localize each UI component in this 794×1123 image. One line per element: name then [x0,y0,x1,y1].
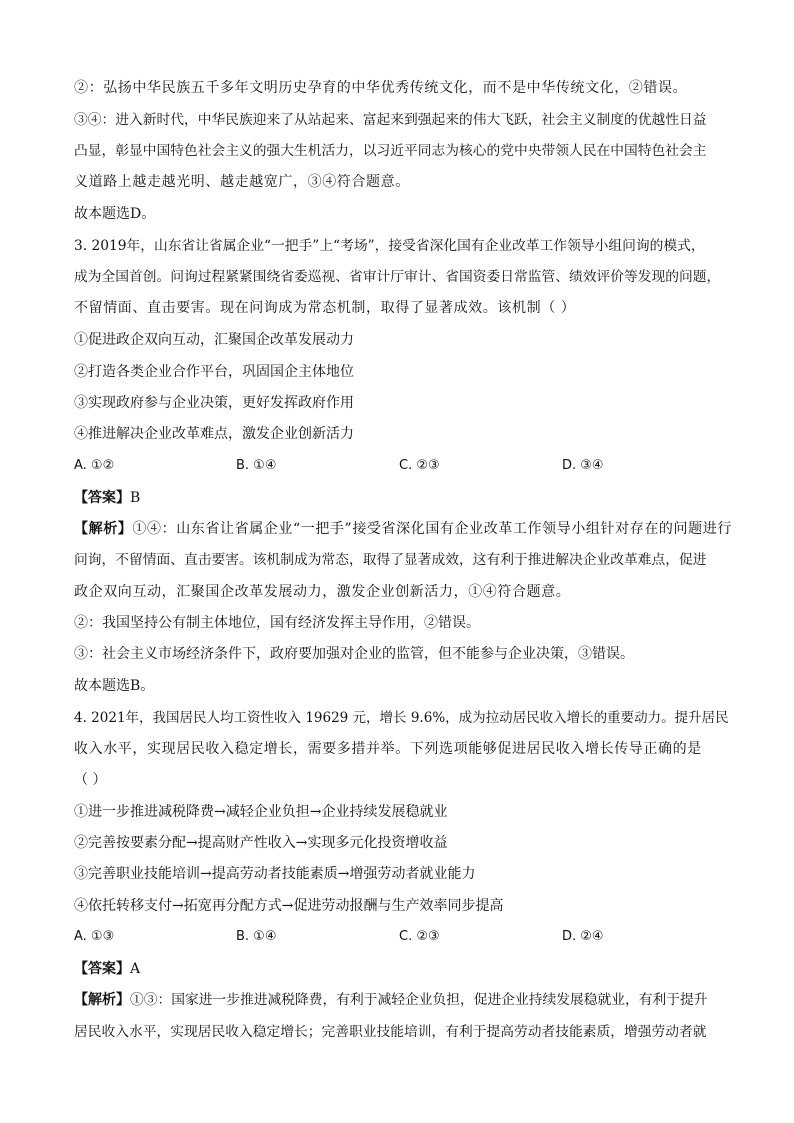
q4-explanation: 居民收入水平，实现居民收入稳定增长；完善职业技能培训，有利于提高劳动者技能素质，增强劳动者就 [74,1024,707,1040]
q3-statement-4: ④推进解决企业改革难点，激发企业创新活力 [74,426,354,442]
text-line: ③④：进入新时代，中华民族迎来了从站起来、富起来到强起来的伟大飞跃，社会主义制度的优越性日益 [74,112,707,128]
q3-option-a: A. ①② [74,458,115,473]
q3-option-d: D. ③④ [562,458,604,473]
text-line: 义道路上越走越光明、越走越宽广，③④符合题意。 [74,174,410,190]
answer-value: A [130,961,141,977]
explanation-tag: 【解析】 [74,521,133,537]
q4-answer [74,959,140,979]
q4-option-b: B. ①④ [236,929,277,944]
answer-value: B [130,490,141,506]
question-4-stem: （ ） [74,772,107,788]
q4-statement-3: ③完善职业技能培训→提高劳动者技能素质→增强劳动者就业能力 [74,866,476,882]
q3-explanation: 故本题选B。 [74,678,155,694]
text-line: ②：弘扬中华民族五千多年文明历史孕育的中华优秀传统文化，而不是中华传统文化，②错误。 [74,80,688,96]
question-3-stem: 3. 2019年，山东省让省属企业“一把手”上“考场”，接受省深化国有企业改革工作领导小组问询的模式， [74,238,705,254]
q3-explanation [74,519,732,539]
q3-statement-1: ①促进政企双向互动，汇聚国企改革发展动力 [74,332,354,348]
q3-answer [74,488,140,508]
q4-statement-1: ①进一步推进减税降费→减轻企业负担→企业持续发展稳就业 [74,804,448,820]
q4-option-c: C. ②③ [399,929,440,944]
q4-statement-2: ②完善按要素分配→提高财产性收入→实现多元化投资增收益 [74,835,448,851]
explanation-tag: 【解析】 [74,992,130,1008]
q4-statement-4: ④依托转移支付→拓宽再分配方式→促进劳动报酬与生产效率同步提高 [74,898,504,914]
answer-tag: 【答案】 [74,490,130,506]
q3-explanation: ③：社会主义市场经济条件下，政府要加强对企业的监管，但不能参与企业决策，③错误。 [74,646,634,662]
text-line: 故本题选D。 [74,206,156,222]
q3-explanation: 问询，不留情面、直击要害。该机制成为常态，取得了显著成效，这有利于推进解决企业改革难点，促进 [74,552,707,568]
q4-option-d: D. ②④ [562,929,604,944]
q3-statement-3: ③实现政府参与企业决策，更好发挥政府作用 [74,395,354,411]
question-4-stem: 4. 2021年，我国居民人均工资性收入 19629 元，增长 9.6%，成为拉动居民收入增长的重要动力。提升居民 [74,710,729,726]
explanation-text: ①④：山东省让省属企业“一把手”接受省深化国有企业改革工作领导小组针对存在的问题进行 [132,521,732,537]
q3-explanation: ②：我国坚持公有制主体地位，国有经济发挥主导作用，②错误。 [74,615,480,631]
q3-option-c: C. ②③ [399,458,440,473]
q3-statement-2: ②打造各类企业合作平台，巩固国企主体地位 [74,364,354,380]
explanation-text: ①③：国家进一步推进减税降费，有利于减轻企业负担，促进企业持续发展稳就业，有利于提升 [130,992,708,1008]
question-3-stem: 成为全国首创。问询过程紧紧围绕省委巡视、省审计厅审计、省国资委日常监管、绩效评价等发现的问题， [74,269,721,285]
answer-tag: 【答案】 [74,961,130,977]
q4-explanation [74,990,708,1010]
q3-option-b: B. ①④ [236,458,277,473]
q3-explanation: 政企双向互动，汇聚国企改革发展动力，激发企业创新活力，①④符合题意。 [74,584,571,600]
question-3-stem: 不留情面、直击要害。现在问询成为常态机制，取得了显著成效。该机制（ ） [74,300,576,316]
text-line: 凸显，彰显中国特色社会主义的强大生机活力，以习近平同志为核心的党中央带领人民在中国特色社会主 [74,143,707,159]
q4-option-a: A. ①③ [74,929,115,944]
question-4-stem: 收入水平，实现居民收入稳定增长，需要多措并举。下列选项能够促进居民收入增长传导正确的是 [74,741,702,757]
